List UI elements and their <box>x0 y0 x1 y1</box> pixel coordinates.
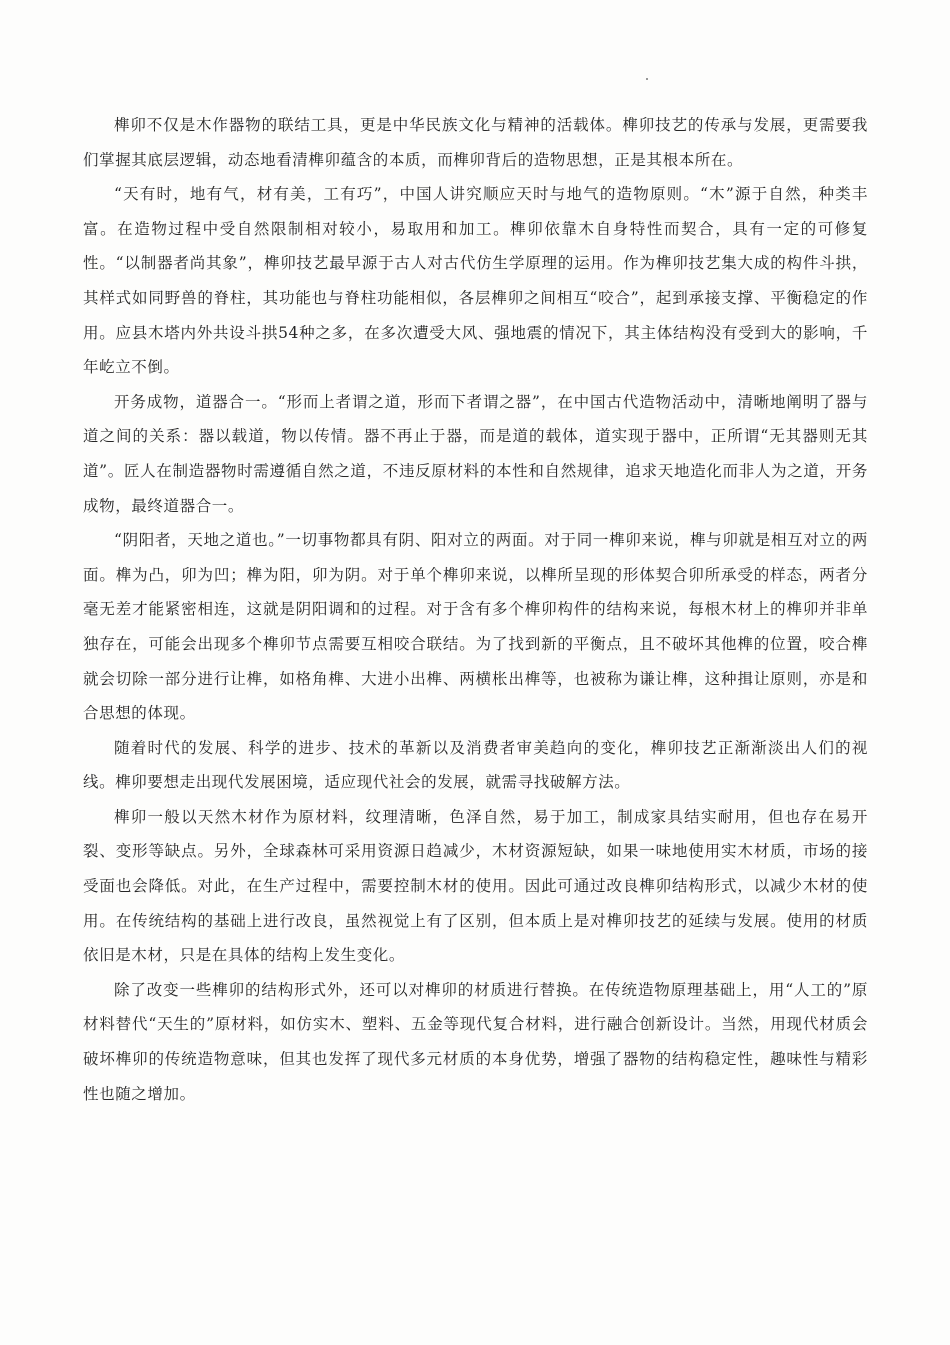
paragraph: 开务成物，道器合一。“形而上者谓之道，形而下者谓之器”，在中国古代造物活动中，清晰地阐明了器与道之间的关系：器以载道，物以传情。器不再止于器，而是道的载体，道实现于器中，正所谓“无其器则无其道”。匠人在制造器物时需遵循自然之道，不违反原材料的本性和自然规律，追求天地造化而非人为之道，开务成物，最终道器合一。 <box>83 392 868 515</box>
paragraph: “阴阳者，天地之道也。”一切事物都具有阴、阳对立的两面。对于同一榫卯来说，榫与卯就是相互对立的两面。榫为凸，卯为凹；榫为阳，卯为阴。对于单个榫卯来说，以榫所呈现的形体契合卯所承受的样态，两者分毫无差才能紧密相连，这就是阴阳调和的过程。对于含有多个榫卯构件的结构来说，每根木材上的榫卯并非单独存在，可能会出现多个榫卯节点需要互相咬合联结。为了找到新的平衡点，且不破坏其他榫的位置，咬合榫就会切除一部分进行让榫，如格角榫、大进小出榫、两横枨出榫等，也被称为谦让榫，这种揖让原则，亦是和合思想的体现。 <box>83 531 868 723</box>
paragraph: 随着时代的发展、科学的进步、技术的革新以及消费者审美趋向的变化，榫卯技艺正渐渐淡出人们的视线。榫卯要想走出现代发展困境，适应现代社会的发展，就需寻找破解方法。 <box>83 738 868 792</box>
paragraph: 除了改变一些榫卯的结构形式外，还可以对榫卯的材质进行替换。在传统造物原理基础上，用“人工的”原材料替代“天生的”原材料，如仿实木、塑料、五金等现代复合材料，进行融合创新设计。当然，用现代材质会破坏榫卯的传统造物意味，但其也发挥了现代多元材质的本身优势，增强了器物的结构稳定性，趣味性与精彩性也随之增加。 <box>83 980 868 1103</box>
paragraph: “天有时，地有气，材有美，工有巧”，中国人讲究顺应天时与地气的造物原则。“木”源于自然，种类丰富。在造物过程中受自然限制相对较小，易取用和加工。榫卯依靠木自身特性而契合，具有一定的可修复性。“以制器者尚其象”，榫卯技艺最早源于古人对古代仿生学原理的运用。作为榫卯技艺集大成的构件斗拱，其样式如同野兽的脊柱，其功能也与脊柱功能相似，各层榫卯之间相互“咬合”，起到承接支撑、平衡稳定的作用。应县木塔内外共设斗拱54种之多，在多次遭受大风、强地震的情况下，其主体结构没有受到大的影响，千年屹立不倒。 <box>83 185 868 377</box>
scan-dot <box>646 78 648 80</box>
paragraph: 榫卯一般以天然木材作为原材料，纹理清晰，色泽自然，易于加工，制成家具结实耐用，但也存在易开裂、变形等缺点。另外，全球森林可采用资源日趋减少，木材资源短缺，如果一味地使用实木材质，市场的接受面也会降低。对此，在生产过程中，需要控制木材的使用。因此可通过改良榫卯结构形式，以减少木材的使用。在传统结构的基础上进行改良，虽然视觉上有了区别，但本质上是对榫卯技艺的延续与发展。使用的材质依旧是木材，只是在具体的结构上发生变化。 <box>83 807 868 965</box>
paragraph: 榫卯不仅是木作器物的联结工具，更是中华民族文化与精神的活载体。榫卯技艺的传承与发展，更需要我们掌握其底层逻辑，动态地看清榫卯蕴含的本质，而榫卯背后的造物思想，正是其根本所在。 <box>83 116 868 169</box>
article-body <box>83 108 868 1111</box>
